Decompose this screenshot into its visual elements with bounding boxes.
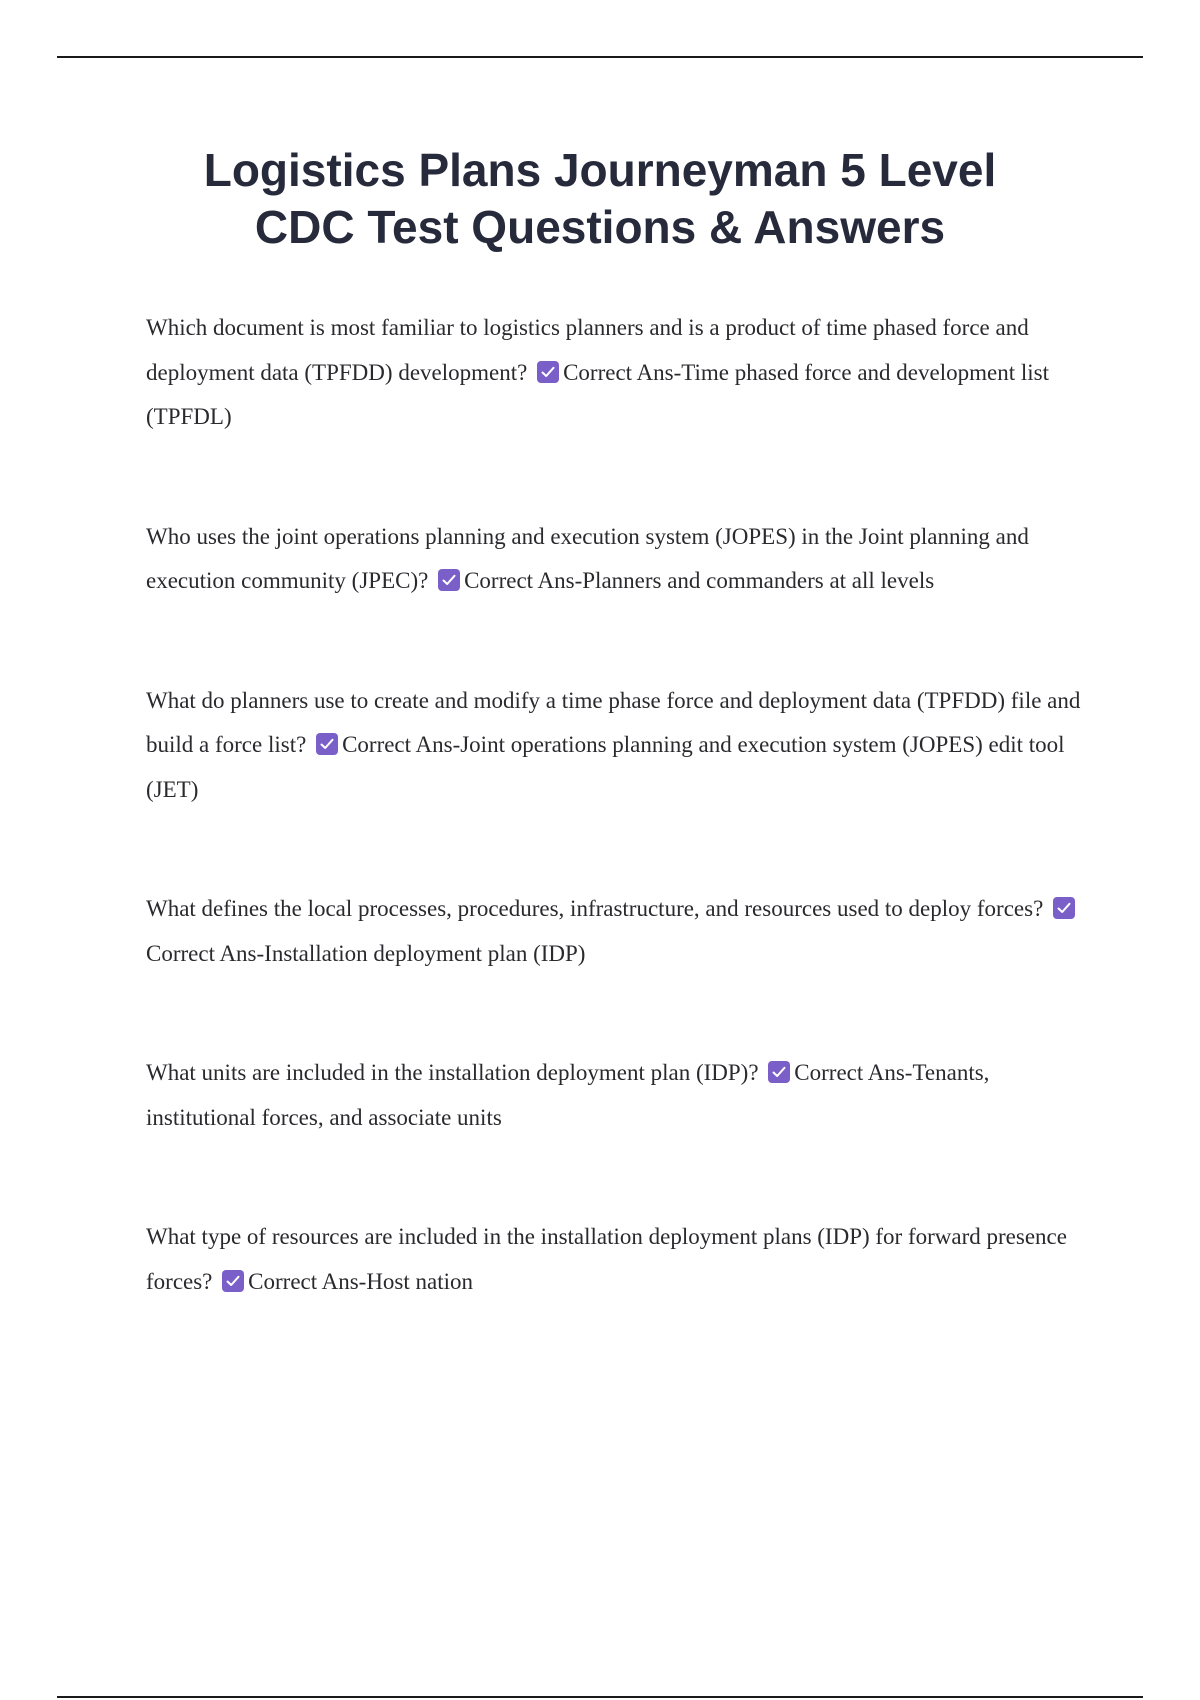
check-box-icon [768, 1061, 790, 1083]
qa-item [146, 679, 1096, 813]
check-box-icon [1053, 897, 1075, 919]
question-text: What defines the local processes, procedures, infrastructure, and resources used to deploy forces? [146, 896, 1044, 921]
answer-text: Correct Ans-Time phased force and development list (TPFDL) [146, 359, 1049, 429]
qa-item [146, 306, 1096, 440]
question-text: What do planners use to create and modify a time phase force and deployment data (TPFDD) file and build a force list? [146, 687, 1081, 757]
qa-item [146, 1051, 1096, 1140]
check-box-icon [316, 733, 338, 755]
qa-list [146, 306, 1096, 1379]
answer-text: Correct Ans-Tenants, institutional forces, and associate units [146, 1060, 990, 1130]
page-title [100, 142, 1100, 256]
question-text: What type of resources are included in the installation deployment plans (IDP) for forward presence forces? [146, 1224, 1067, 1294]
question-text: Who uses the joint operations planning and execution system (JOPES) in the Joint planning and execution community (JPEC)? [146, 523, 1029, 593]
answer-text: Correct Ans-Installation deployment plan (IDP) [146, 940, 586, 966]
qa-item [146, 1215, 1096, 1304]
answer-text: Correct Ans-Host nation [248, 1268, 474, 1294]
question-text: Which document is most familiar to logistics planners and is a product of time phased force and deployment data (TPFDD) development? [146, 315, 1029, 385]
check-box-icon [537, 361, 559, 383]
title-line-2: CDC Test Questions & Answers [254, 201, 946, 253]
check-box-icon [222, 1270, 244, 1292]
bottom-divider [57, 1696, 1143, 1698]
title-line-1: Logistics Plans Journeyman 5 Level [203, 144, 997, 196]
qa-item [146, 515, 1096, 604]
check-box-icon [438, 569, 460, 591]
answer-text: Correct Ans-Planners and commanders at all levels [464, 568, 935, 593]
qa-item [146, 887, 1096, 976]
answer-text: Correct Ans-Joint operations planning and execution system (JOPES) edit tool (JET) [146, 732, 1065, 802]
top-divider [57, 56, 1143, 58]
question-text: What units are included in the installation deployment plan (IDP)? [146, 1060, 759, 1085]
